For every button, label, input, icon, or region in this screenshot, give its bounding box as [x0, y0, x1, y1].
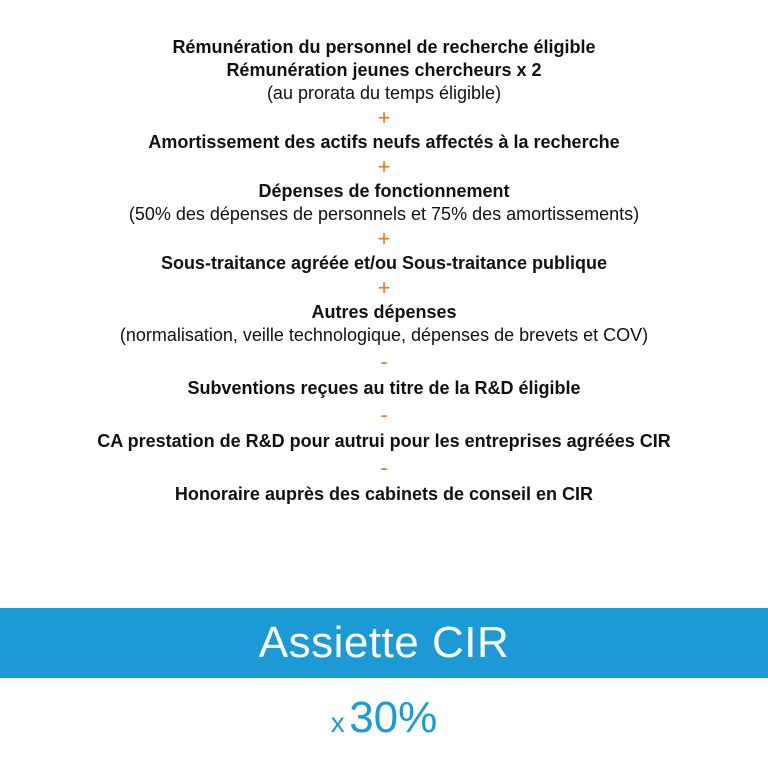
assiette-cir-banner: [0, 608, 768, 678]
term-autres-depenses-note: (normalisation, veille technologique, dépenses de brevets et COV): [119, 325, 649, 345]
term-subventions: [0, 377, 768, 400]
term-fonctionnement: [0, 180, 768, 226]
term-personnel-note: (au prorata du temps éligible): [266, 83, 502, 103]
term-fonctionnement-note: (50% des dépenses de personnels et 75% des amortissements): [128, 204, 640, 224]
term-sous-traitance: [0, 252, 768, 275]
operator-minus: -: [380, 349, 388, 374]
term-sous-traitance-line-1: Sous-traitance agréée et/ou Sous-traitance publique: [160, 253, 608, 273]
term-honoraires-line-1: Honoraire auprès des cabinets de conseil en CIR: [174, 484, 594, 504]
operator-plus: +: [377, 275, 391, 300]
operator-plus: +: [377, 226, 391, 251]
term-autres-depenses-line-1: Autres dépenses: [311, 302, 457, 322]
term-personnel-line-1: Rémunération du personnel de recherche éligible: [172, 37, 596, 57]
rate-value: 30%: [349, 693, 438, 742]
cir-rate: [0, 690, 768, 756]
operator-plus: +: [377, 105, 391, 130]
term-amortissement: [0, 131, 768, 154]
cir-formula: [0, 36, 768, 506]
term-subventions-line-1: Subventions reçues au titre de la R&D éligible: [187, 378, 581, 398]
assiette-cir-label: Assiette CIR: [258, 618, 510, 667]
term-autres-depenses: [0, 301, 768, 347]
term-honoraires: [0, 483, 768, 506]
operator-minus: -: [380, 455, 388, 480]
rate-multiplier: x: [330, 707, 345, 738]
term-amortissement-line-1: Amortissement des actifs neufs affectés à la recherche: [148, 132, 620, 152]
term-fonctionnement-line-1: Dépenses de fonctionnement: [258, 181, 510, 201]
term-personnel: [0, 36, 768, 105]
term-ca-prestation-line-1: CA prestation de R&D pour autrui pour les entreprises agréées CIR: [97, 431, 671, 451]
term-ca-prestation: [0, 430, 768, 453]
term-personnel-line-2: Rémunération jeunes chercheurs x 2: [226, 60, 542, 80]
operator-minus: -: [380, 402, 388, 427]
operator-plus: +: [377, 154, 391, 179]
